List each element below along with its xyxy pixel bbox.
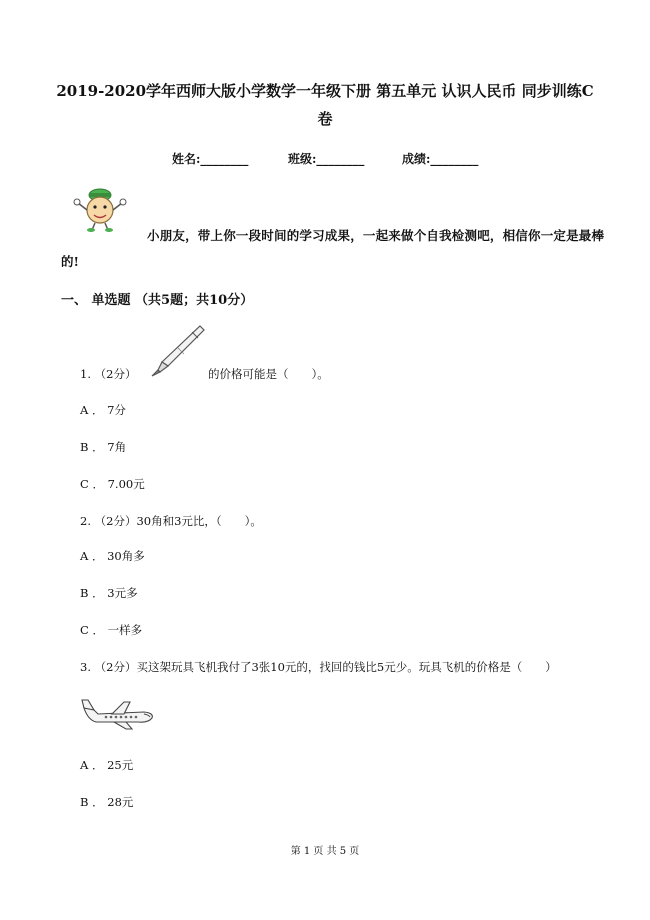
q3-option-b: B ． 28元 <box>80 795 134 809</box>
q1-option-c: C ． 7.00元 <box>80 477 145 491</box>
q2-option-a: A ． 30角多 <box>80 549 145 563</box>
class-field: 班级:________ <box>288 152 365 166</box>
question-1 <box>80 366 136 382</box>
question-1-text: 的价格可能是（ ）。 <box>208 367 329 381</box>
question-number: 1. <box>80 367 91 381</box>
question-text: 买这架玩具飞机我付了3张10元的，找回的钱比5元少。玩具飞机的价格是（ ） <box>136 660 557 674</box>
q2-option-b: B ． 3元多 <box>80 586 138 600</box>
question-number: 3. <box>80 660 91 674</box>
section-title: 一、 单选题 （共5题；共10分） <box>61 293 254 308</box>
pen-image <box>148 322 206 378</box>
page-footer: 第 1 页 共 5 页 <box>290 846 360 857</box>
doc-title-line2: 卷 <box>317 110 333 128</box>
mascot-illustration <box>70 183 130 233</box>
question-3 <box>80 659 557 675</box>
intro-line1: 小朋友，带上你一段时间的学习成果，一起来做个自我检测吧，相信你一定是最棒 <box>147 228 605 243</box>
question-number: 2. <box>80 514 91 528</box>
question-score: （2分） <box>94 514 137 528</box>
name-field: 姓名:________ <box>172 152 249 166</box>
question-2 <box>80 513 262 529</box>
score-field: 成绩:________ <box>402 152 479 166</box>
question-score: （2分） <box>94 660 137 674</box>
question-text: 30角和3元比，（ ）。 <box>136 514 262 528</box>
question-score: （2分） <box>94 367 137 381</box>
q2-option-c: C ． 一样多 <box>80 623 143 637</box>
q1-option-b: B ． 7角 <box>80 440 127 454</box>
q1-option-a: A ． 7分 <box>80 403 126 417</box>
q3-option-a: A ． 25元 <box>80 758 134 772</box>
toy-airplane-image <box>78 694 158 730</box>
doc-title-line1: 2019-2020学年西师大版小学数学一年级下册 第五单元 认识人民币 同步训练C <box>56 82 594 100</box>
intro-line2: 的! <box>61 254 79 269</box>
